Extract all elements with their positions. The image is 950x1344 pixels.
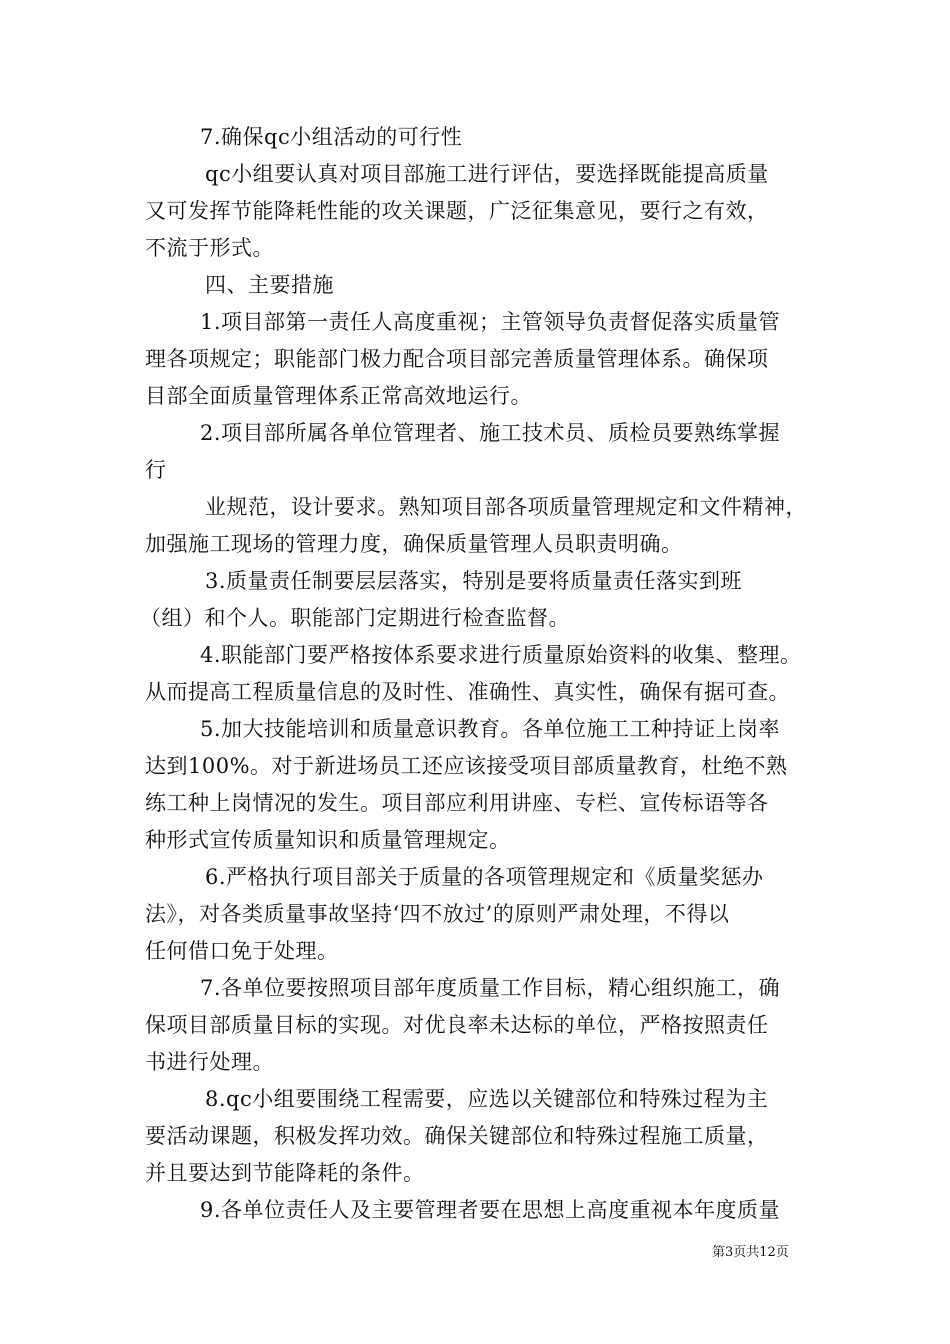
paragraph-line: qc小组要认真对项目部施工进行评估，要选择既能提高质量 (205, 162, 769, 186)
paragraph-line: 业规范，设计要求。熟知项目部各项质量管理规定和文件精神， (205, 495, 807, 519)
section-heading-7: 7.确保qc小组活动的可行性 (200, 125, 463, 149)
paragraph-line: 不流于形式。 (145, 236, 274, 260)
paragraph-line: 理各项规定；职能部门极力配合项目部完善质量管理体系。确保项 (145, 347, 769, 371)
paragraph-line: 任何借口免于处理。 (145, 939, 339, 963)
section-heading-main-measures: 四、主要措施 (205, 273, 334, 297)
paragraph-line: 行 (145, 458, 167, 482)
paragraph-line: 7.各单位要按照项目部年度质量工作目标，精心组织施工，确 (200, 976, 781, 1000)
paragraph-line: 6.严格执行项目部关于质量的各项管理规定和《质量奖惩办 (205, 865, 764, 889)
paragraph-line: 9.各单位责任人及主要管理者要在思想上高度重视本年度质量 (200, 1198, 781, 1222)
paragraph-line: 1.项目部第一责任人高度重视；主管领导负责督促落实质量管 (200, 310, 781, 334)
paragraph-line: 目部全面质量管理体系正常高效地运行。 (145, 384, 532, 408)
paragraph-line: 5.加大技能培训和质量意识教育。各单位施工工种持证上岗率 (200, 717, 781, 741)
paragraph-line: 达到100%。对于新进场员工还应该接受项目部质量教育，杜绝不熟 (145, 754, 788, 778)
paragraph-line: 书进行处理。 (145, 1050, 274, 1074)
paragraph-line: 加强施工现场的管理力度，确保质量管理人员职责明确。 (145, 532, 683, 556)
paragraph-line: （组）和个人。职能部门定期进行检查监督。 (140, 606, 570, 630)
paragraph-line: 并且要达到节能降耗的条件。 (145, 1161, 425, 1185)
paragraph-line: 2.项目部所属各单位管理者、施工技术员、质检员要熟练掌握 (200, 421, 781, 445)
paragraph-line: 8.qc小组要围绕工程需要，应选以关键部位和特殊过程为主 (205, 1087, 769, 1111)
page-number: 第3页共12页 (712, 1245, 789, 1260)
paragraph-line: 又可发挥节能降耗性能的攻关课题，广泛征集意见，要行之有效， (145, 199, 769, 223)
paragraph-line: 法》，对各类质量事故坚持‘四不放过’的原则严肃处理，不得以 (145, 902, 730, 926)
paragraph-line: 保项目部质量目标的实现。对优良率未达标的单位，严格按照责任 (145, 1013, 769, 1037)
paragraph-line: 种形式宣传质量知识和质量管理规定。 (145, 828, 511, 852)
paragraph-line: 练工种上岗情况的发生。项目部应利用讲座、专栏、宣传标语等各 (145, 791, 769, 815)
paragraph-line: 3.质量责任制要层层落实，特别是要将质量责任落实到班 (205, 569, 743, 593)
paragraph-line: 从而提高工程质量信息的及时性、准确性、真实性，确保有据可查。 (145, 680, 790, 704)
paragraph-line: 要活动课题，积极发挥功效。确保关键部位和特殊过程施工质量， (145, 1124, 769, 1148)
paragraph-line: 4.职能部门要严格按体系要求进行质量原始资料的收集、整理。 (200, 643, 802, 667)
